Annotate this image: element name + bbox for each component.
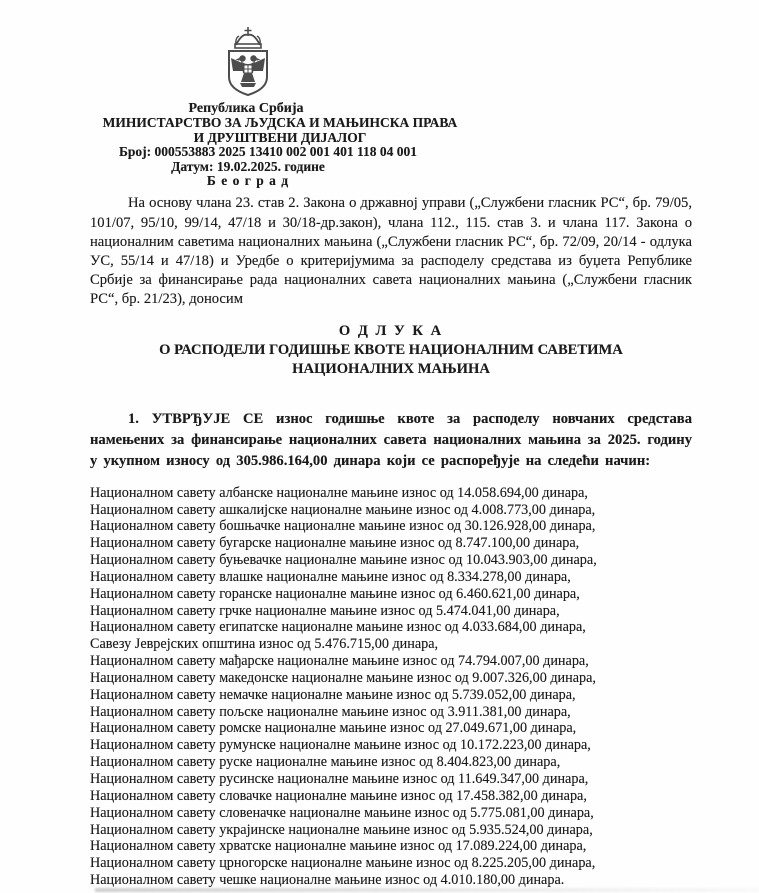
allocation-line: Националном савету словеначке националне мањине износ од 5.775.081,00 динара,: [90, 804, 594, 821]
allocation-line: Националном савету влашке националне мањине износ од 8.334.278,00 динара,: [90, 568, 571, 585]
document-number: Број: 000553883 2025 13410 002 001 401 118 04 001: [118, 144, 418, 160]
letterhead: [52, 25, 492, 188]
allocation-line: Националном савету македонске националне мањине износ од 9.007.326,00 динара,: [90, 669, 596, 686]
allocation-line: Националном савету албанске националне мањине износ од 14.058.694,00 динара,: [90, 484, 588, 501]
allocation-line: Националном савету чешке националне мањине износ од 4.010.180,00 динара.: [90, 872, 565, 889]
article-1-paragraph: 1. УТВРЂУЈЕ СЕ износ годишње квоте за расподелу новчаних средстава намењених за финансирање националних савета националних мањина за 2025. годину у укупном износу од 305.986.164,00 динара који се распоређује на следећи начин:: [90, 410, 692, 469]
allocations-list: [90, 485, 699, 889]
allocation-line: Националном савету буњевачке националне мањине износ од 10.043.903,00 динара,: [90, 552, 597, 569]
allocation-line: Националном савету руске националне мањине износ од 8.404.823,00 динара,: [90, 754, 561, 771]
allocation-line: Националном савету русинске националне мањине износ од 11.649.347,00 динара,: [90, 771, 589, 787]
serbia-coat-of-arms-icon: [209, 25, 287, 99]
allocation-line: Националном савету немачке националне мањине износ од 5.739.052,00 динара,: [90, 686, 576, 703]
ministry-name-line1: МИНИСТАРСТВО ЗА ЉУДСКА И МАЊИНСКА ПРАВА: [102, 115, 458, 131]
allocation-line: Националном савету украјинске националне мањине износ од 5.935.524,00 динара,: [90, 821, 593, 838]
document-city: Б е о г р а д: [206, 173, 290, 189]
decision-title-line2: О РАСПОДЕЛИ ГОДИШЊЕ КВОТЕ НАЦИОНАЛНИМ САВЕТИМА: [159, 341, 623, 358]
allocation-line: Националном савету црногорске националне мањине износ од 8.225.205,00 динара,: [90, 855, 596, 872]
scan-artifact: [95, 888, 759, 892]
republic-name: Република Србија: [188, 101, 304, 116]
allocation-line: Националном савету словачке националне мањине износ од 17.458.382,00 динара,: [90, 787, 587, 804]
allocation-line: Националном савету ашкалијске националне мањине износ од 4.008.773,00 динара,: [90, 501, 596, 518]
allocation-line: Националном савету горанске националне мањине износ од 6.460.621,00 динара,: [90, 585, 580, 602]
allocation-line: Националном савету ромске националне мањине износ од 27.049.671,00 динара,: [90, 720, 577, 737]
decision-title-line3: НАЦИОНАЛНИХ МАЊИНА: [292, 360, 490, 377]
allocation-line: Националном савету бугарске националне мањине износ од 8.747.100,00 динара,: [90, 535, 580, 552]
document-date: Датум: 19.02.2025. године: [171, 158, 325, 174]
ministry-name-line2: И ДРУШТВЕНИ ДИЈАЛОГ: [193, 129, 367, 145]
allocation-line: Националном савету бошњачке националне мањине износ од 30.126.928,00 динара,: [90, 518, 596, 535]
decision-title-word: О Д Л У К А: [338, 322, 444, 339]
decision-title: [90, 322, 692, 379]
allocation-line: Националном савету мађарске националне мањине износ од 74.794.007,00 динара,: [90, 653, 589, 670]
allocation-line: Савезу Јеврејских општина износ од 5.476.715,00 динара,: [90, 636, 439, 653]
allocation-line: Националном савету хрватске националне мањине износ од 17.089.224,00 динара,: [90, 838, 587, 855]
legal-preamble: На основу члана 23. став 2. Закона о државној управи („Службени гласник РС“, бр. 79/05, 101/07, 95/10, 99/14, 47/18 и 30/18-др.закон), члана 112., 115. став 3. и члана 117. Закона о националним саветима националних мањина („Службени гласник РС“, бр. 72/09, 20/14 - одлука УС, 55/14 и 47/18) и Уредбе о критеријумима за расподелу средстава из буџета Републике Србије за финансирање рада националних савета националних мањина („Службени гласник РС“, бр. 21/23), доносим: [90, 195, 692, 308]
allocation-line: Националном савету египатске националне мањине износ од 4.033.684,00 динара,: [90, 619, 586, 636]
allocation-line: Националном савету румунске националне мањине износ од 10.172.223,00 динара,: [90, 737, 591, 754]
allocation-line: Националном савету грчке националне мањине износ од 5.474.041,00 динара,: [90, 602, 560, 619]
allocation-line: Националном савету пољске националне мањине износ од 3.911.381,00 динара,: [90, 703, 571, 720]
